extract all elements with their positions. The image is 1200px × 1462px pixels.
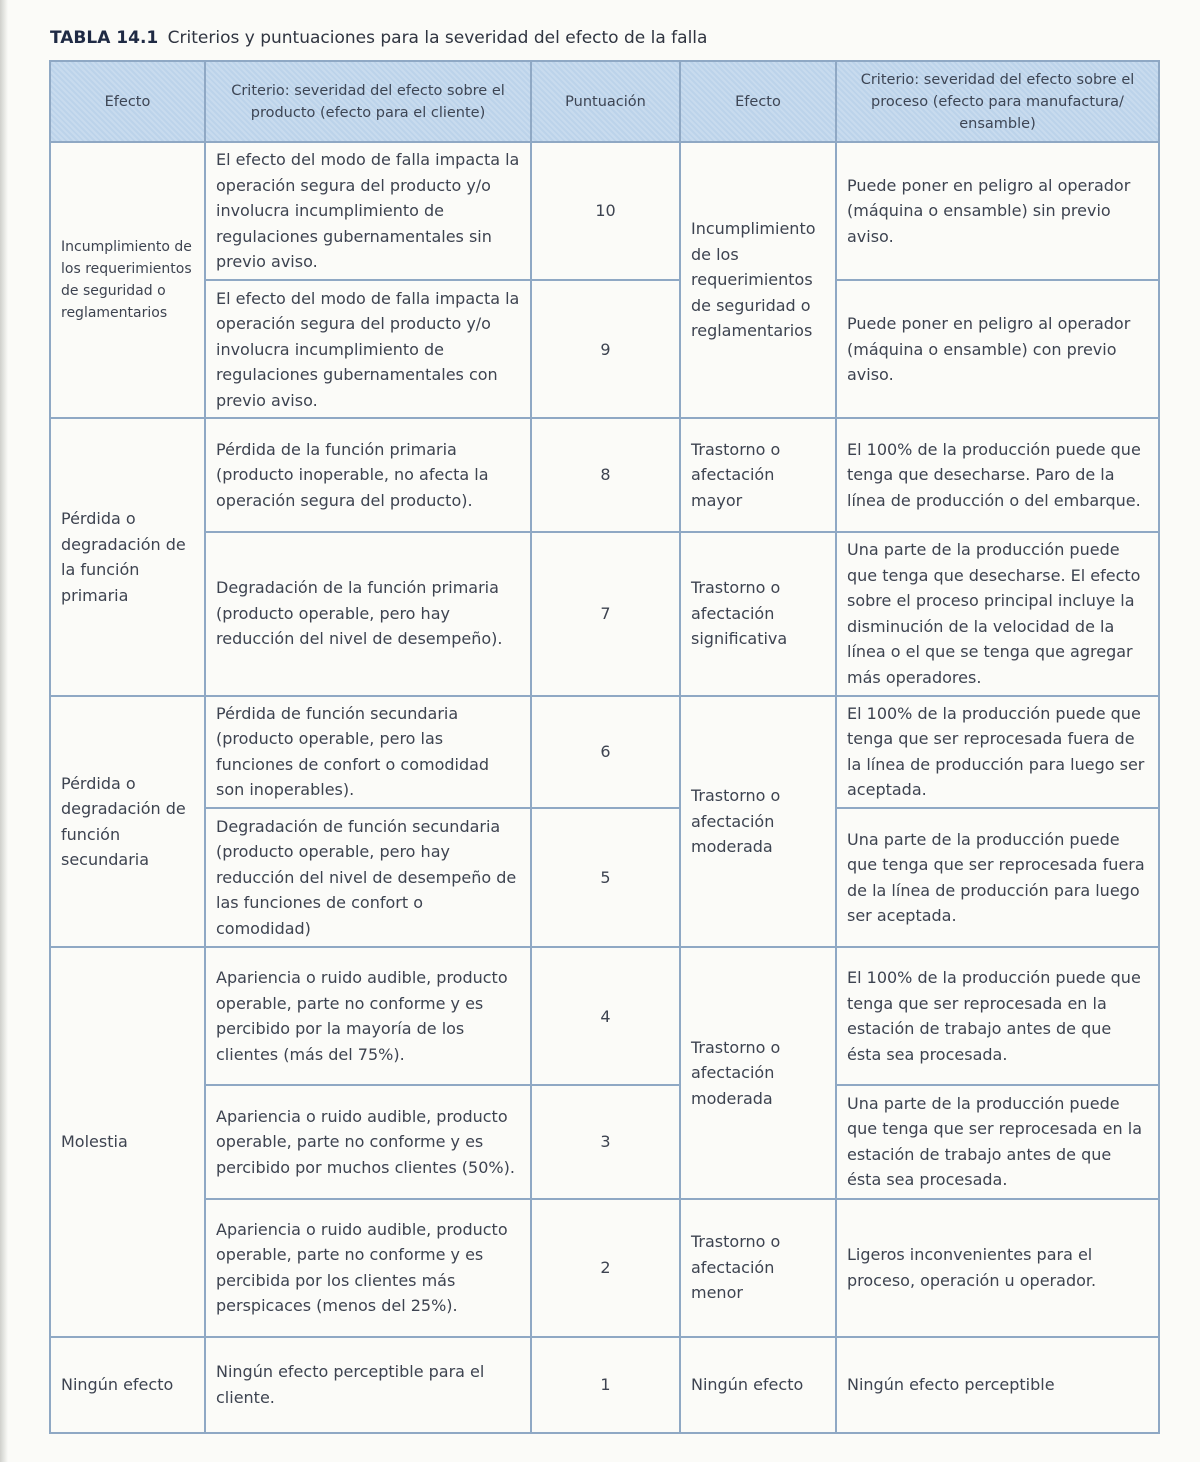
product-criterion-cell: Pérdida de la función primaria (producto inoperable, no afecta la operación segura del producto). [205, 418, 531, 531]
effect-group-cell: Ningún efecto [50, 1337, 205, 1433]
score-cell: 6 [531, 696, 680, 808]
process-effect-cell: Ningún efecto [680, 1337, 836, 1433]
severity-table [49, 60, 1160, 1434]
process-criterion-cell: El 100% de la producción puede que tenga que ser reprocesada fuera de la línea de producción para luego ser aceptada. [836, 696, 1159, 808]
effect-group-cell: Incumplimiento de los requerimientos de seguridad o reglamentarios [50, 142, 205, 418]
header-criterio-proceso: Criterio: severidad del efecto sobre el proceso (efecto para manufactura/ ensamble) [836, 61, 1159, 142]
process-criterion-cell: Puede poner en peligro al operador (máquina o ensamble) sin previo aviso. [836, 142, 1159, 280]
header-row [50, 61, 1159, 142]
effect-group-cell: Pérdida o degradación de la función primaria [50, 418, 205, 695]
table-row [50, 808, 1159, 947]
score-cell: 10 [531, 142, 680, 280]
product-criterion-cell: Apariencia o ruido audible, producto operable, parte no conforme y es percibido por la mayoría de los clientes (más del 75%). [205, 947, 531, 1085]
effect-group-cell: Molestia [50, 947, 205, 1337]
table-row [50, 1337, 1159, 1433]
process-effect-cell: Trastorno o afectación menor [680, 1199, 836, 1337]
score-cell: 9 [531, 280, 680, 418]
process-criterion-cell: Una parte de la producción puede que tenga que ser reprocesada en la estación de trabajo antes de que ésta sea procesada. [836, 1085, 1159, 1198]
score-cell: 2 [531, 1199, 680, 1337]
table-row [50, 1199, 1159, 1337]
effect-group-cell: Pérdida o degradación de función secundaria [50, 696, 205, 947]
product-criterion-cell: Pérdida de función secundaria (producto operable, pero las funciones de confort o comodidad son inoperables). [205, 696, 531, 808]
score-cell: 4 [531, 947, 680, 1085]
process-effect-cell: Trastorno o afectación significativa [680, 532, 836, 696]
product-criterion-cell: Apariencia o ruido audible, producto operable, parte no conforme y es percibida por los clientes más perspicaces (menos del 25%). [205, 1199, 531, 1337]
table-row [50, 418, 1159, 531]
score-cell: 7 [531, 532, 680, 696]
table-row [50, 1085, 1159, 1198]
product-criterion-cell: Apariencia o ruido audible, producto operable, parte no conforme y es percibido por muchos clientes (50%). [205, 1085, 531, 1198]
process-effect-cell: Trastorno o afectación mayor [680, 418, 836, 531]
table-row [50, 280, 1159, 418]
process-criterion-cell: El 100% de la producción puede que tenga que desecharse. Paro de la línea de producción o del embarque. [836, 418, 1159, 531]
product-criterion-cell: Ningún efecto perceptible para el cliente. [205, 1337, 531, 1433]
process-effect-cell: Trastorno o afectación moderada [680, 696, 836, 947]
score-cell: 8 [531, 418, 680, 531]
process-criterion-cell: Una parte de la producción puede que tenga que ser reprocesada fuera de la línea de producción para luego ser aceptada. [836, 808, 1159, 947]
product-criterion-cell: El efecto del modo de falla impacta la operación segura del producto y/o involucra incumplimiento de regulaciones gubernamentales con previo aviso. [205, 280, 531, 418]
score-cell: 3 [531, 1085, 680, 1198]
table-row [50, 947, 1159, 1085]
product-criterion-cell: Degradación de función secundaria (producto operable, pero hay reducción del nivel de desempeño de las funciones de confort o comodidad) [205, 808, 531, 947]
header-criterio-producto: Criterio: severidad del efecto sobre el producto (efecto para el cliente) [205, 61, 531, 142]
process-criterion-cell: Puede poner en peligro al operador (máquina o ensamble) con previo aviso. [836, 280, 1159, 418]
product-criterion-cell: Degradación de la función primaria (producto operable, pero hay reducción del nivel de desempeño). [205, 532, 531, 696]
table-title: Criterios y puntuaciones para la severidad del efecto de la falla [167, 28, 708, 48]
score-cell: 5 [531, 808, 680, 947]
process-criterion-cell: El 100% de la producción puede que tenga que ser reprocesada en la estación de trabajo antes de que ésta sea procesada. [836, 947, 1159, 1085]
header-puntuacion: Puntuación [531, 61, 680, 142]
table-caption [50, 28, 707, 48]
table-row [50, 532, 1159, 696]
page-edge-shadow [0, 0, 8, 1462]
header-efecto-proceso: Efecto [680, 61, 836, 142]
process-effect-cell: Trastorno o afectación moderada [680, 947, 836, 1198]
process-effect-cell: Incumplimiento de los requerimientos de seguridad o reglamentarios [680, 142, 836, 418]
process-criterion-cell: Ningún efecto perceptible [836, 1337, 1159, 1433]
process-criterion-cell: Una parte de la producción puede que tenga que desecharse. El efecto sobre el proceso principal incluye la disminución de la velocidad de la línea o el que se tenga que agregar más operadores. [836, 532, 1159, 696]
score-cell: 1 [531, 1337, 680, 1433]
process-criterion-cell: Ligeros inconvenientes para el proceso, operación u operador. [836, 1199, 1159, 1337]
product-criterion-cell: El efecto del modo de falla impacta la operación segura del producto y/o involucra incumplimiento de regulaciones gubernamentales sin previo aviso. [205, 142, 531, 280]
table-row [50, 142, 1159, 280]
header-efecto: Efecto [50, 61, 205, 142]
table-row [50, 696, 1159, 808]
table-label: TABLA 14.1 [50, 28, 159, 48]
